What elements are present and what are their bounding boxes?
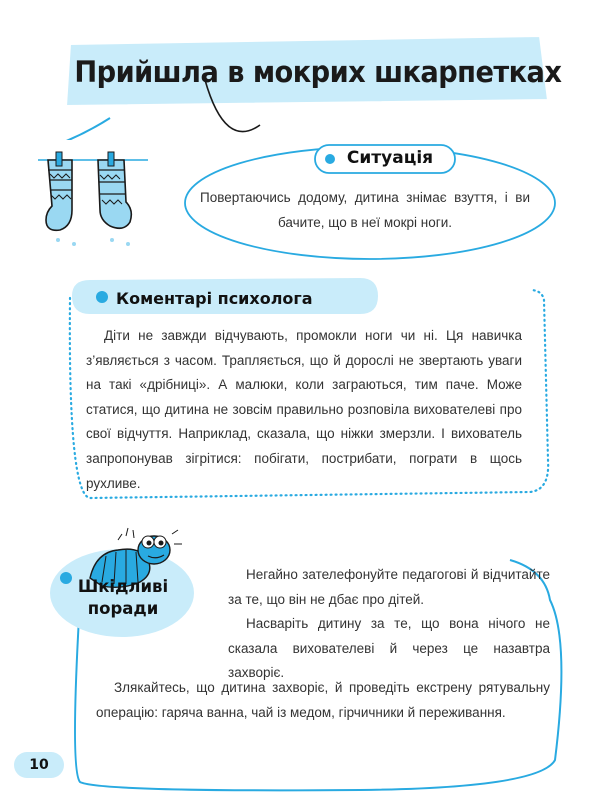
psychologist-heading: Коментарі психолога xyxy=(116,289,313,308)
wet-socks-illustration xyxy=(38,140,148,250)
harmful-advice-paragraph-2: Насваріть дитину за те, що вона нічого не сказала вихователеві й через це назавтра захворіє. xyxy=(228,616,550,680)
harmful-advice-paragraph-1: Негайно зателефонуйте педагогові й відчитайте за те, що він не дбає про дітей. xyxy=(228,567,550,607)
psychologist-paragraph: Діти не завжди відчувають, промокли ноги чи ні. Ця навичка з’являється з часом. Трапляється, що й дорослі не звертають уваги на такі «дрібниці». А малюки, коли заграються, тим паче. Може статися, що дитина не зовсім правильно розповіла вихователеві про свої відчуття. Наприклад, сказала, що ніжки змерзли. І вихователь запропонував зігрітися: побігати, пострибати, пограти в щось рухливе. xyxy=(86,328,522,491)
harmful-advice-text-lower xyxy=(96,676,550,725)
psychologist-text xyxy=(86,324,522,496)
page-title: Прийшла в мокрих шкарпетках xyxy=(74,55,562,89)
harmful-advice-heading-line1: Шкідливі xyxy=(77,577,169,596)
harmful-advice-paragraph-3: Злякайтесь, що дитина захворіє, й проведіть екстрену рятувальну операцію: гаряча ванна, чай із медом, гірчичники й переживання. xyxy=(96,680,550,720)
harmful-advice-heading xyxy=(58,576,188,620)
harmful-advice-text-upper xyxy=(228,563,550,686)
situation-text: Повертаючись додому, дитина знімає взуття, і ви бачите, що в неї мокрі ноги. xyxy=(200,190,530,230)
situation-heading: Ситуація xyxy=(346,148,434,168)
harmful-advice-heading-line2: поради xyxy=(87,599,159,618)
page-number: 10 xyxy=(29,757,49,773)
